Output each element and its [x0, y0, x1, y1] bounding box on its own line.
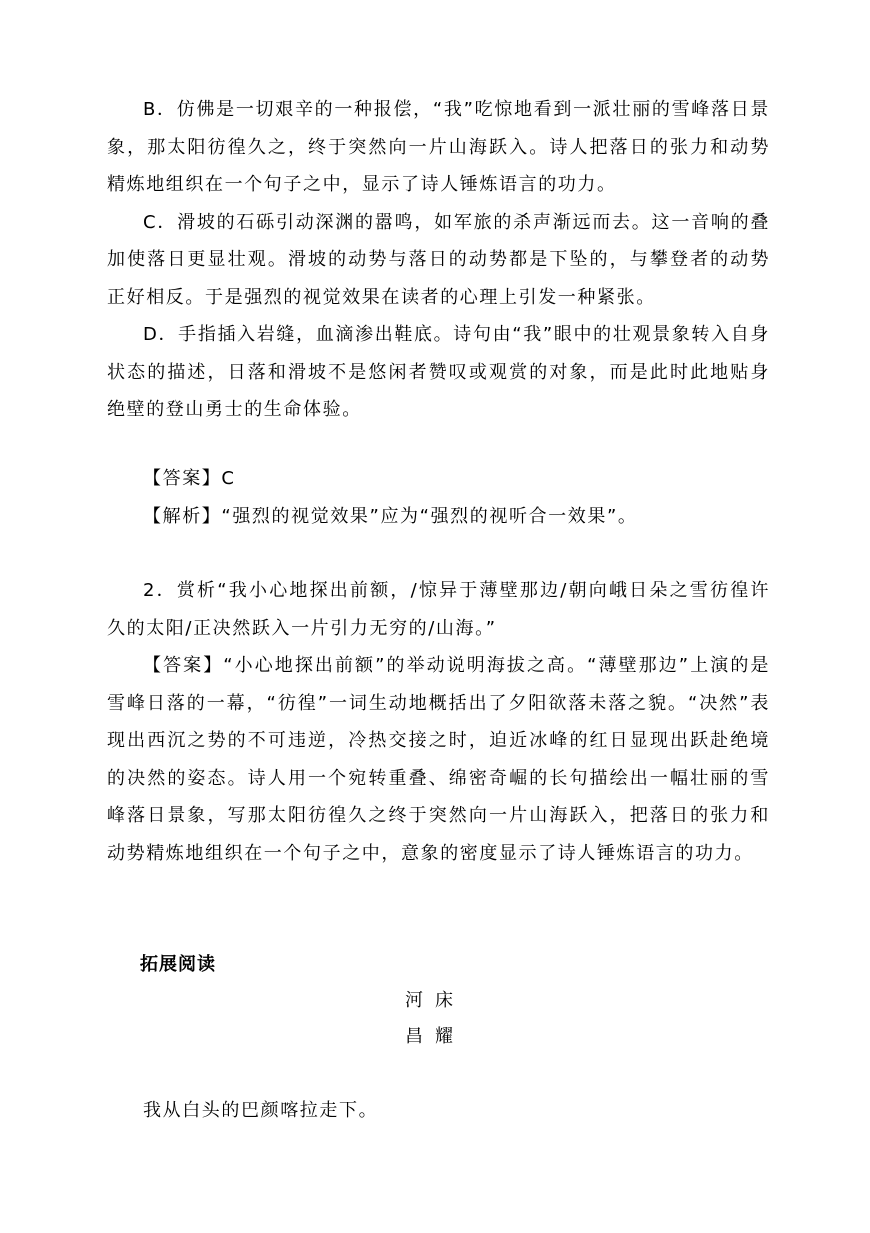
poem-title: 河床	[405, 990, 465, 1011]
q2-block	[107, 572, 770, 872]
poem-author: 昌耀	[405, 1026, 465, 1047]
option-c: C．滑坡的石砾引动深渊的嚣鸣，如军旅的杀声渐远而去。这一音响的叠加使落日更显壮观。滑坡的动势与落日的动势都是下坠的，与攀登者的动势正好相反。于是强烈的视觉效果在读者的心理上引发一种紧张。	[107, 211, 770, 308]
q1-answer-block	[107, 460, 770, 535]
poem-body	[107, 1092, 770, 1130]
q2-question: 2．赏析“我小心地探出前额，/惊异于薄壁那边/朝向峨日朵之雪彷徨许久的太阳/正决然跃入一片引力无穷的/山海。”	[107, 580, 770, 639]
option-b: B．仿佛是一切艰辛的一种报偿，“我”吃惊地看到一派壮丽的雪峰落日景象，那太阳彷徨久之，终于突然向一片山海跃入。诗人把落日的张力和动势精炼地组织在一个句子之中，显示了诗人锤炼语言的功力。	[107, 99, 770, 195]
q2-answer: 【答案】“小心地探出前额”的举动说明海拔之高。“薄壁那边”上演的是雪峰日落的一幕，“彷徨”一词生动地概括出了夕阳欲落未落之貌。“决然”表现出西沉之势的不可违逆，冷热交接之时，迫近冰峰的红日显现出跃赴绝境的决然的姿态。诗人用一个宛转重叠、绵密奇崛的长句描绘出一幅壮丽的雪峰落日景象，写那太阳彷徨久之终于突然向一片山海跃入，把落日的张力和动势精炼地组织在一个句子之中，意象的密度显示了诗人锤炼语言的功力。	[107, 655, 770, 864]
option-d: D．手指插入岩缝，血滴渗出鞋底。诗句由“我”眼中的壮观景象转入自身状态的描述，日落和滑坡不是悠闲者赞叹或观赏的对象，而是此时此地贴身绝壁的登山勇士的生命体验。	[107, 324, 770, 420]
options-block	[107, 91, 770, 429]
q1-analysis: 【解析】“强烈的视觉效果”应为“强烈的视听合一效果”。	[143, 505, 638, 527]
extended-reading-heading: 拓展阅读	[140, 954, 216, 975]
poem-first-line: 我从白头的巴颜喀拉走下。	[143, 1100, 379, 1121]
q1-answer: 【答案】C	[143, 468, 236, 489]
